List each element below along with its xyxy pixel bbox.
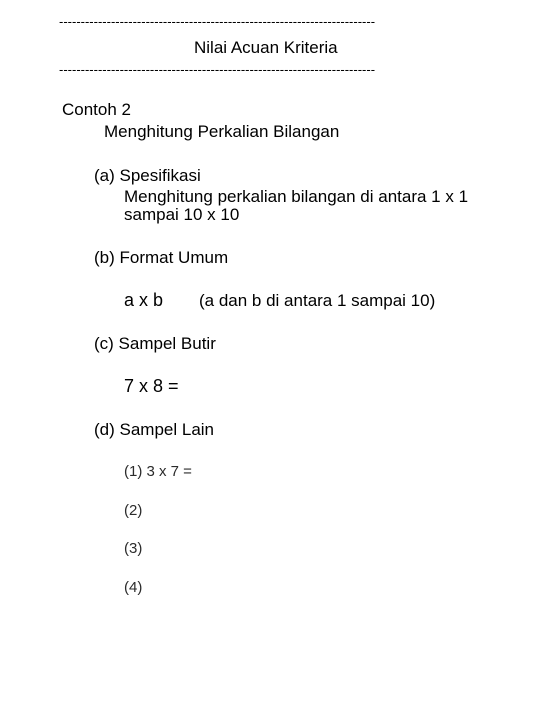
sample-item: 7 x 8 = xyxy=(124,376,179,396)
top-rule: ------------------------------------------------------------------------- xyxy=(59,14,376,29)
example-subtitle: Menghitung Perkalian Bilangan xyxy=(104,122,340,141)
section-d-heading: (d) Sampel Lain xyxy=(94,420,215,439)
general-format-formula: a x b xyxy=(124,290,164,310)
section-a-heading: (a) Spesifikasi xyxy=(94,166,201,185)
section-a-line2: sampai 10 x 10 xyxy=(124,205,240,224)
section-b-heading: (b) Format Umum xyxy=(94,248,229,267)
page-title: Nilai Acuan Kriteria xyxy=(194,38,338,57)
section-c-heading: (c) Sampel Butir xyxy=(94,334,216,353)
bottom-rule: ------------------------------------------------------------------------- xyxy=(59,62,376,77)
section-a-line1: Menghitung perkalian bilangan di antara 1 x 1 xyxy=(124,187,469,206)
other-sample-item-2: (2) xyxy=(124,502,143,519)
other-sample-item-4: (4) xyxy=(124,579,143,596)
example-label: Contoh 2 xyxy=(62,100,131,119)
other-sample-item-1: (1) 3 x 7 = xyxy=(124,463,192,480)
other-sample-item-3: (3) xyxy=(124,540,143,557)
general-format-note: (a dan b di antara 1 sampai 10) xyxy=(199,291,436,310)
